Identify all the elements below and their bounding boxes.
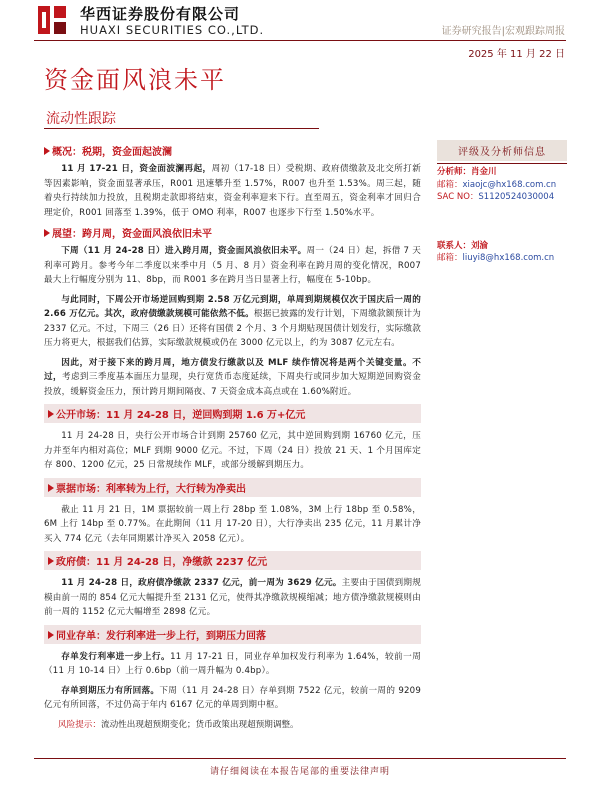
report-title: 资金面风浪未平 <box>44 66 226 94</box>
body-paragraph: 因此，对于接下来的跨月周，地方债发行缴款以及 MLF 续作情况将是两个关键变量。不过，考虑到三季度基本面压力显现，央行宽货币态度延续，下周央行或同步加大短期逆回购资金投放，缓解资金压力，预计跨月期间隔夜、7 天资金成本高点或在 1.60%附近。 <box>44 357 421 397</box>
analyst-info <box>437 166 567 265</box>
sac-number: S1120524030004 <box>478 192 555 202</box>
report-type: 证券研究报告|宏观跟踪周报 <box>441 26 565 37</box>
section-heading <box>44 478 421 497</box>
section-heading <box>44 143 421 158</box>
triangle-bullet-icon <box>44 229 50 237</box>
section-label: 概况：税期，资金面起波澜 <box>52 147 172 158</box>
main-content <box>44 140 421 732</box>
body-paragraph: 11 月 17-21 日，资金面波澜再起，周初（17-18 日）受税期、政府债缴款及北交所打新等因素影响，资金面显著承压，R001 迅速攀升至 1.57%，R007 也升至 1.53%。周三起，随着央行持续加力投放，且税期走款即将结束，资金利率迎来下行。直至周五，资金利率才回归合理定价，R001 回落至 1.39%，低于 OMO 利率，R007 也逐步下行至 1.50%水平。 <box>44 164 422 218</box>
contact-email-label: 邮箱： <box>437 253 463 263</box>
sidebar-divider <box>437 163 567 164</box>
sac-label: SAC NO： <box>437 192 479 202</box>
body-paragraph: 截止 11 月 21 日，1M 票据较前一周上行 28bp 至 1.08%，3M 上行 18bp 至 0.58%，6M 上行 14bp 至 0.77%。在此期间（11 月 17-20 日），大行净卖出 235 亿元，11 月累计净买入 774 亿元（去年同期累计净买入 2058 亿元）。 <box>44 504 421 544</box>
triangle-bullet-icon <box>48 484 54 492</box>
section-label: 票据市场：利率转为上行，大行转为净卖出 <box>56 483 246 495</box>
triangle-bullet-icon <box>48 410 54 418</box>
analyst-email[interactable]: xiaojc@hx168.com.cn <box>462 179 557 190</box>
section-heading <box>44 225 421 240</box>
body-paragraph: 与此同时，下周公开市场逆回购到期 2.58 万亿元到期，单周到期规模仅次于国庆后一周的 2.66 万亿元。其次，政府债缴款规模可能依然不低。根据已披露的发行计划，下周缴款额预计为 2337 亿元。不过，下周三（26 日）还将有国债 2 个月、3 个月期贴现国债计划发行，实际缴款压力将更大，根据我们估算，实际缴款规模或仍在 3000 亿元以上，约为 3087 亿元左右。 <box>44 294 421 348</box>
body-paragraph: 11 月 24-28 日，政府债净缴款 2337 亿元，前一周为 3629 亿元。主要由于国债到期规模由前一周的 854 亿元大幅提升至 2131 亿元，使得其净缴款规模缩减；地方债净缴款规模则由前一周的 1152 亿元大幅增至 2898 亿元。 <box>44 578 421 617</box>
section-label: 政府债：11 月 24-28 日，净缴款 2237 亿元 <box>56 557 268 568</box>
body-paragraph: 11 月 24-28 日，央行公开市场合计到期 25760 亿元，其中逆回购到期 16760 亿元，压力并至年内相对高位；MLF 到期 9000 亿元。不过，下周（24 日）投放 21 天、1 个月国库定存 800、1200 亿元，25 日常规续作 MLF，或部分缓解到期压力。 <box>44 431 421 470</box>
section-heading <box>44 404 421 423</box>
analyst-name: 肖金川 <box>471 167 497 177</box>
company-logo-icon <box>34 4 70 38</box>
subtitle-divider <box>44 128 319 129</box>
contact-label: 联系人： <box>437 240 472 251</box>
header-divider <box>34 40 566 41</box>
triangle-bullet-icon <box>48 557 54 565</box>
analyst-sidebar <box>437 140 567 265</box>
contact-email[interactable]: liuyi8@hx168.com.cn <box>462 253 555 263</box>
report-subtitle: 流动性跟踪 <box>46 111 116 127</box>
body-paragraph: 存单发行利率进一步上行。11 月 17-21 日，同业存单加权发行利率为 1.64%，较前一周（11 月 10-14 日）上行 0.6bp（前一周升幅为 0.4bp）。 <box>44 651 421 676</box>
email-label: 邮箱： <box>437 179 463 190</box>
section-label: 公开市场：11 月 24-28 日，逆回购到期 1.6 万+亿元 <box>56 410 306 421</box>
triangle-bullet-icon <box>48 631 54 639</box>
analyst-label: 分析师： <box>437 167 472 177</box>
risk-label: 风险提示： <box>58 719 101 730</box>
triangle-bullet-icon <box>44 147 50 155</box>
body-paragraph: 存单到期压力有所回落。下周（11 月 24-28 日）存单到期 7522 亿元，较前一周的 9209 亿元有所回落，不过仍高于年内 6167 亿元的单周到期中枢。 <box>44 685 422 710</box>
section-label: 展望：跨月周，资金面风浪依旧未平 <box>52 229 212 240</box>
contact-name: 刘渝 <box>471 240 489 251</box>
footer-divider <box>34 758 566 759</box>
report-date: 2025 年 11 月 22 日 <box>468 49 565 60</box>
company-name-cn: 华西证券股份有限公司 <box>80 5 241 23</box>
sidebar-heading: 评级及分析师信息 <box>437 140 567 161</box>
body-paragraph: 下周（11 月 24-28 日）进入跨月周，资金面风浪依旧未平。周一（24 日）起，拆借 7 天利率可跨月。参考今年二季度以来季中月（5 月、8 月）资金利率在跨月周的变化情况，R007 最大上行幅度分别为 11、8bp，而 R001 多在跨月当日显著上行，幅度在 5-10bp。 <box>44 246 421 285</box>
risk-note <box>58 718 421 732</box>
company-name-en: HUAXI SECURITIES CO.,LTD. <box>80 23 265 37</box>
section-label: 同业存单：发行利率进一步上行，到期压力回落 <box>56 630 266 642</box>
section-heading <box>44 551 421 570</box>
risk-text: 流动性出现超预期变化；货币政策出现超预期调整。 <box>100 719 299 730</box>
section-heading <box>44 625 421 644</box>
legal-notice: 请仔细阅读在本报告尾部的重要法律声明 <box>209 767 390 777</box>
